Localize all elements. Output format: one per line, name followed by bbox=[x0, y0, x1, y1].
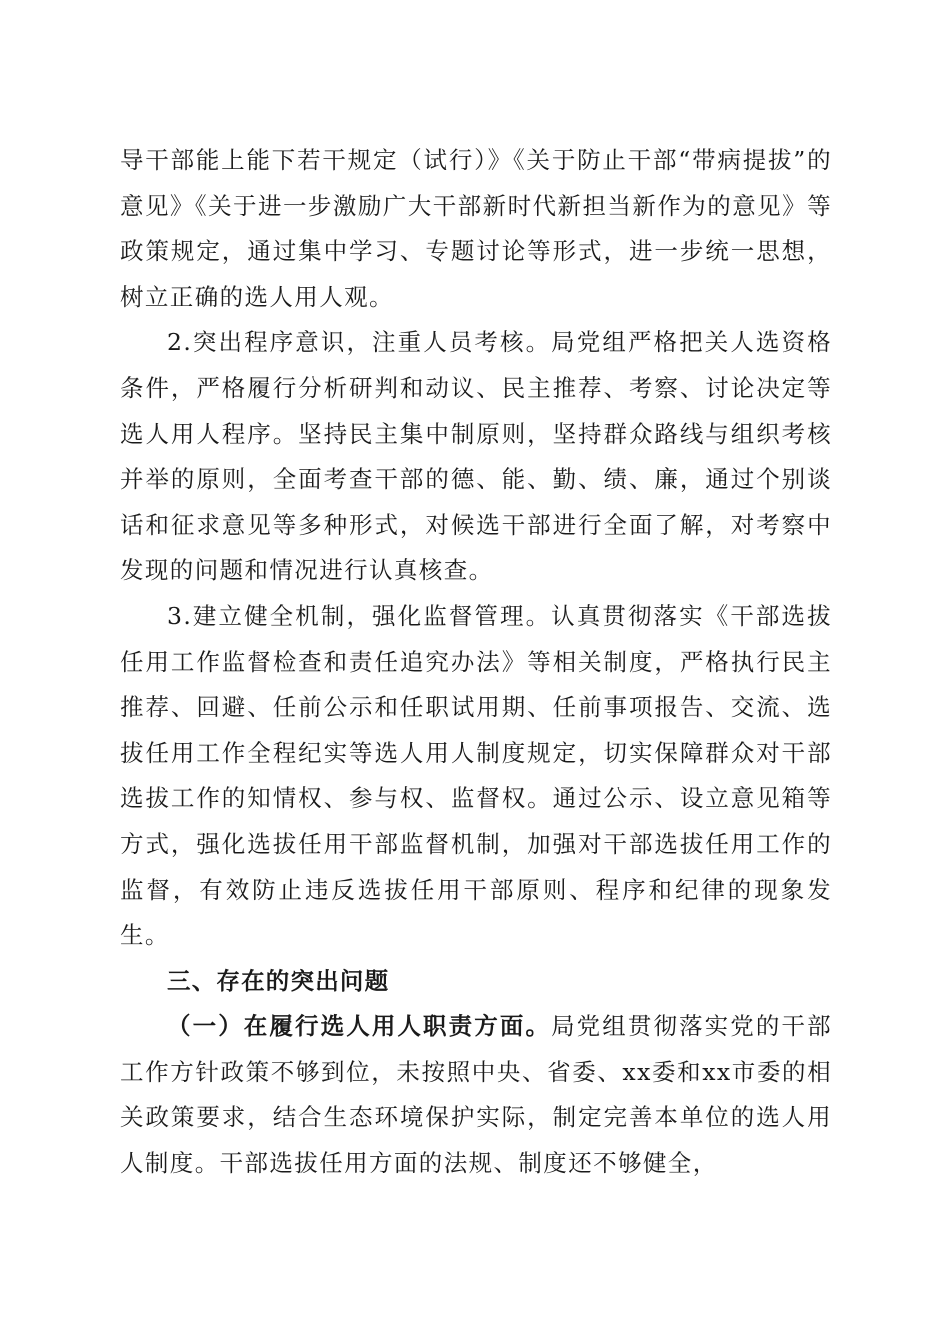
paragraph-procedure-awareness: 2.突出程序意识，注重人员考核。局党组严格把关人选资格条件，严格履行分析研判和动议、民主推荐、考察、讨论决定等选人用人程序。坚持民主集中制原则，坚持群众路线与组织考核并举的原则，全面考查干部的德、能、勤、绩、廉，通过个别谈话和征求意见等多种形式，对候选干部进行全面了解，对考察中发现的问题和情况进行认真核查。 bbox=[120, 328, 832, 585]
document-body bbox=[120, 138, 832, 1187]
paragraph-lead: （一）在履行选人用人职责方面。 bbox=[167, 1012, 552, 1041]
paragraph-continuation: 导干部能上能下若干规定（试行）》《关于防止干部“带病提拔”的意见》《关于进一步激励广大干部新时代新担当新作为的意见》等政策规定，通过集中学习、专题讨论等形式，进一步统一思想，树立正确的选人用人观。 bbox=[120, 146, 832, 311]
paragraph-body: 局党组贯彻落实党的干部工作方针政策不够到位，未按照中央、省委、xx委和xx市委的相关政策要求，结合生态环境保护实际，制定完善本单位的选人用人制度。干部选拔任用方面的法规、制度还不够健全， bbox=[120, 1012, 832, 1178]
paragraph-responsibility bbox=[120, 1004, 832, 1186]
section-heading: 三、存在的突出问题 bbox=[167, 966, 390, 995]
paragraph-supervision-mechanism: 3.建立健全机制，强化监督管理。认真贯彻落实《干部选拔任用工作监督检查和责任追究办法》等相关制度，严格执行民主推荐、回避、任前公示和任职试用期、任前事项报告、交流、选拔任用工作全程纪实等选人用人制度规定，切实保障群众对干部选拔工作的知情权、参与权、监督权。通过公示、设立意见箱等方式，强化选拔任用干部监督机制，加强对干部选拔任用工作的监督，有效防止违反选拔任用干部原则、程序和纪律的现象发生。 bbox=[120, 601, 832, 950]
